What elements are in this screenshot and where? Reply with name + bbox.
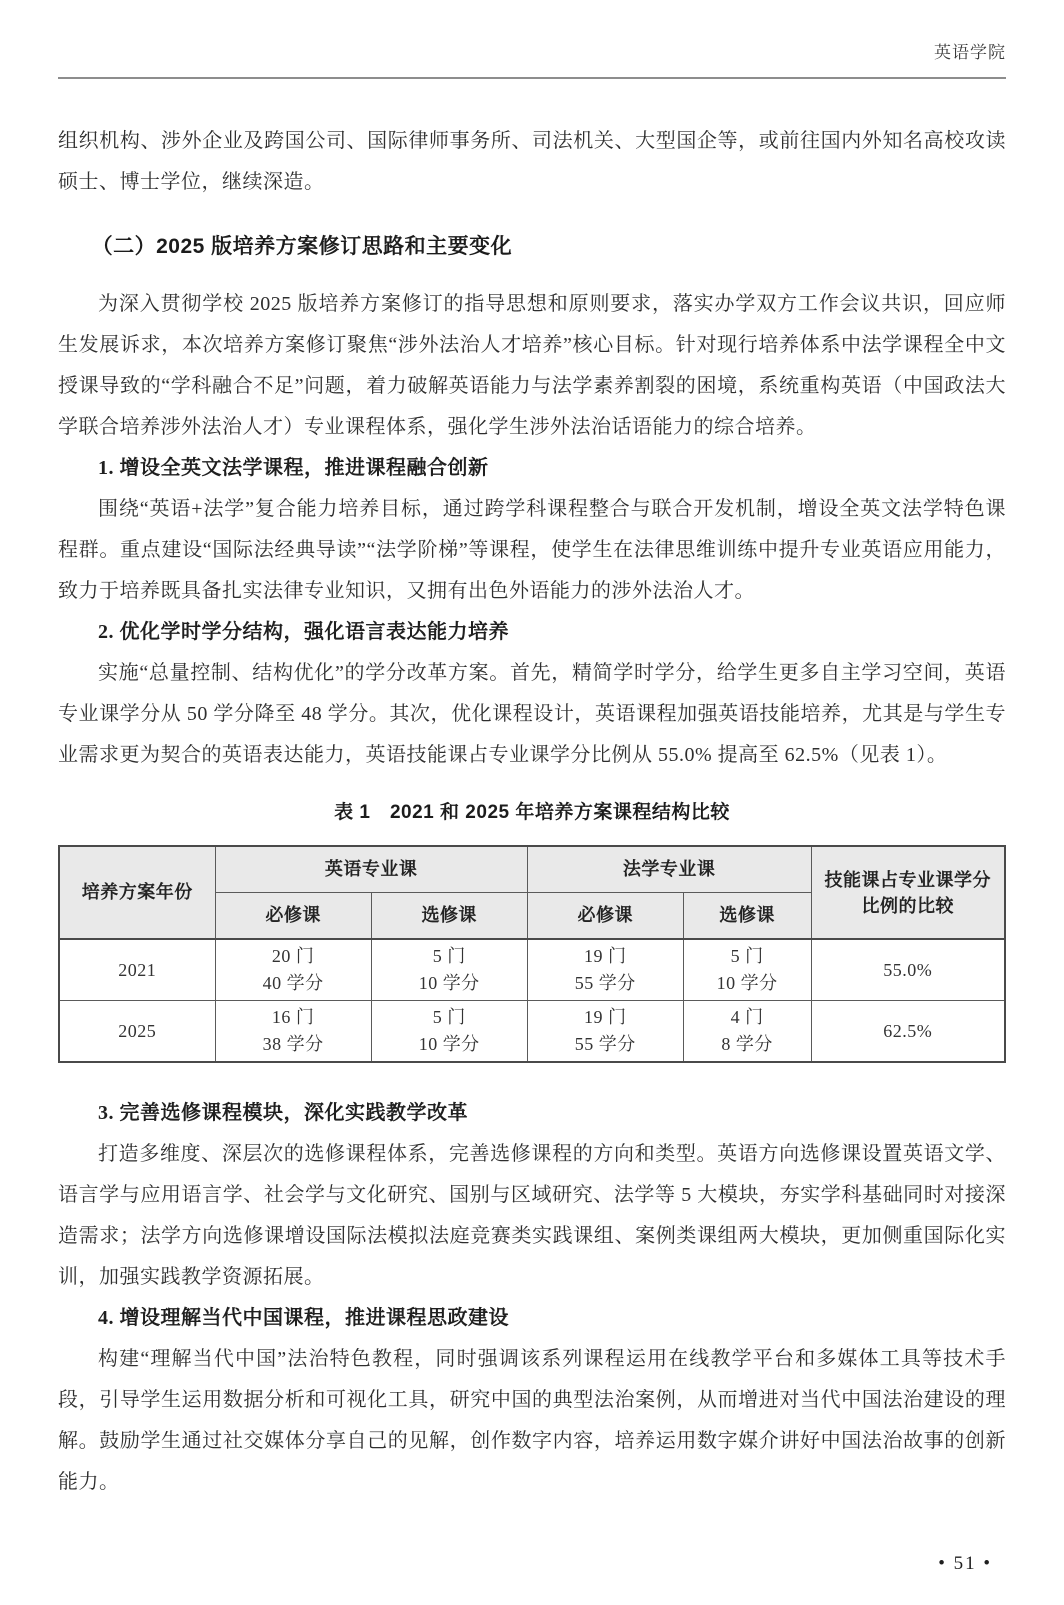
cell-courses: 19 门: [584, 1007, 627, 1027]
cell-courses: 20 门: [271, 946, 315, 966]
cell-courses: 5 门: [432, 1007, 466, 1027]
cell-courses: 5 门: [730, 946, 764, 966]
table-header-eng-elective: 选修课: [371, 893, 527, 940]
cell-courses: 4 门: [730, 1007, 764, 1027]
cell-courses: 5 门: [432, 946, 466, 966]
table-cell-ratio: 55.0%: [811, 939, 1005, 1001]
paragraph-continuation: 组织机构、涉外企业及跨国公司、国际律师事务所、司法机关、大型国企等，或前往国内外知名高校攻读硕士、博士学位，继续深造。: [58, 130, 1006, 193]
paragraph-sub4: 构建“理解当代中国”法治特色教程，同时强调该系列课程运用在线教学平台和多媒体工具等技术手段，引导学生运用数据分析和可视化工具，研究中国的典型法治案例，从而增进对当代中国法治建设的理解。鼓励学生通过社交媒体分享自己的见解，创作数字内容，培养运用数字媒介讲好中国法治故事的创新能力。: [58, 1348, 1006, 1493]
table-header-ratio: 技能课占专业课学分比例的比较: [811, 846, 1005, 939]
subheading-4: 4. 增设理解当代中国课程，推进课程思政建设: [98, 1307, 509, 1329]
table-cell: [527, 939, 683, 1001]
table-header-eng-required: 必修课: [215, 893, 371, 940]
table-header-year: 培养方案年份: [59, 846, 215, 939]
cell-credits: 8 学分: [721, 1034, 773, 1054]
table-cell: [683, 1001, 811, 1063]
cell-courses: 19 门: [584, 946, 627, 966]
table-cell: [683, 939, 811, 1001]
table-cell: [527, 1001, 683, 1063]
table-cell: [371, 939, 527, 1001]
table-header-english-group: 英语专业课: [215, 846, 527, 893]
table-header-law-group: 法学专业课: [527, 846, 811, 893]
table-cell-year: 2021: [59, 939, 215, 1001]
paragraph-sub1: 围绕“英语+法学”复合能力培养目标，通过跨学科课程整合与联合开发机制，增设全英文法学特色课程群。重点建设“国际法经典导读”“法学阶梯”等课程，使学生在法律思维训练中提升专业英语应用能力，致力于培养既具备扎实法律专业知识，又拥有出色外语能力的涉外法治人才。: [58, 498, 1006, 602]
table-cell: [215, 939, 371, 1001]
document-body: [58, 121, 1006, 1503]
table-cell: [371, 1001, 527, 1063]
cell-credits: 10 学分: [418, 1034, 480, 1054]
table-cell-year: 2025: [59, 1001, 215, 1063]
paragraph-intro: 为深入贯彻学校 2025 版培养方案修订的指导思想和原则要求，落实办学双方工作会议共识，回应师生发展诉求，本次培养方案修订聚焦“涉外法治人才培养”核心目标。针对现行培养体系中法学课程全中文授课导致的“学科融合不足”问题，着力破解英语能力与法学素养割裂的困境，系统重构英语（中国政法大学联合培养涉外法治人才）专业课程体系，强化学生涉外法治话语能力的综合培养。: [58, 293, 1006, 438]
subheading-1: 1. 增设全英文法学课程，推进课程融合创新: [98, 457, 489, 479]
paragraph-sub3: 打造多维度、深层次的选修课程体系，完善选修课程的方向和类型。英语方向选修课设置英语文学、语言学与应用语言学、社会学与文化研究、国别与区域研究、法学等 5 大模块，夯实学科基础同时对接深造需求；法学方向选修课增设国际法模拟法庭竞赛类实践课组、案例类课组两大模块，更加侧重国际化实训，加强实践教学资源拓展。: [58, 1143, 1006, 1288]
header-college-name: 英语学院: [934, 43, 1006, 62]
paragraph-sub2: 实施“总量控制、结构优化”的学分改革方案。首先，精简学时学分，给学生更多自主学习空间，英语专业课学分从 50 学分降至 48 学分。其次，优化课程设计，英语课程加强英语技能培养，尤其是与学生专业需求更为契合的英语表达能力，英语技能课占专业课学分比例从 55.0% 提高至 62.5%（见表 1）。: [58, 662, 1006, 766]
cell-credits: 10 学分: [418, 973, 480, 993]
table-cell: [215, 1001, 371, 1063]
table-row-2025: [59, 1001, 1005, 1063]
cell-credits: 10 学分: [716, 973, 778, 993]
cell-courses: 16 门: [271, 1007, 315, 1027]
cell-credits: 55 学分: [574, 1034, 636, 1054]
table-cell-ratio: 62.5%: [811, 1001, 1005, 1063]
page-number: • 51 •: [938, 1553, 992, 1574]
header-rule: [58, 77, 1006, 79]
table-header-law-elective: 选修课: [683, 893, 811, 940]
cell-credits: 55 学分: [574, 973, 636, 993]
subheading-3: 3. 完善选修课程模块，深化实践教学改革: [98, 1102, 468, 1124]
comparison-table: [58, 845, 1006, 1063]
subheading-2: 2. 优化学时学分结构，强化语言表达能力培养: [98, 621, 509, 643]
table-caption: 表 1 2021 和 2025 年培养方案课程结构比较: [334, 802, 730, 823]
cell-credits: 38 学分: [262, 1034, 324, 1054]
table-row-2021: [59, 939, 1005, 1001]
page-header: [58, 0, 1006, 63]
section-heading: （二）2025 版培养方案修订思路和主要变化: [91, 235, 513, 258]
cell-credits: 40 学分: [262, 973, 324, 993]
table-header-law-required: 必修课: [527, 893, 683, 940]
